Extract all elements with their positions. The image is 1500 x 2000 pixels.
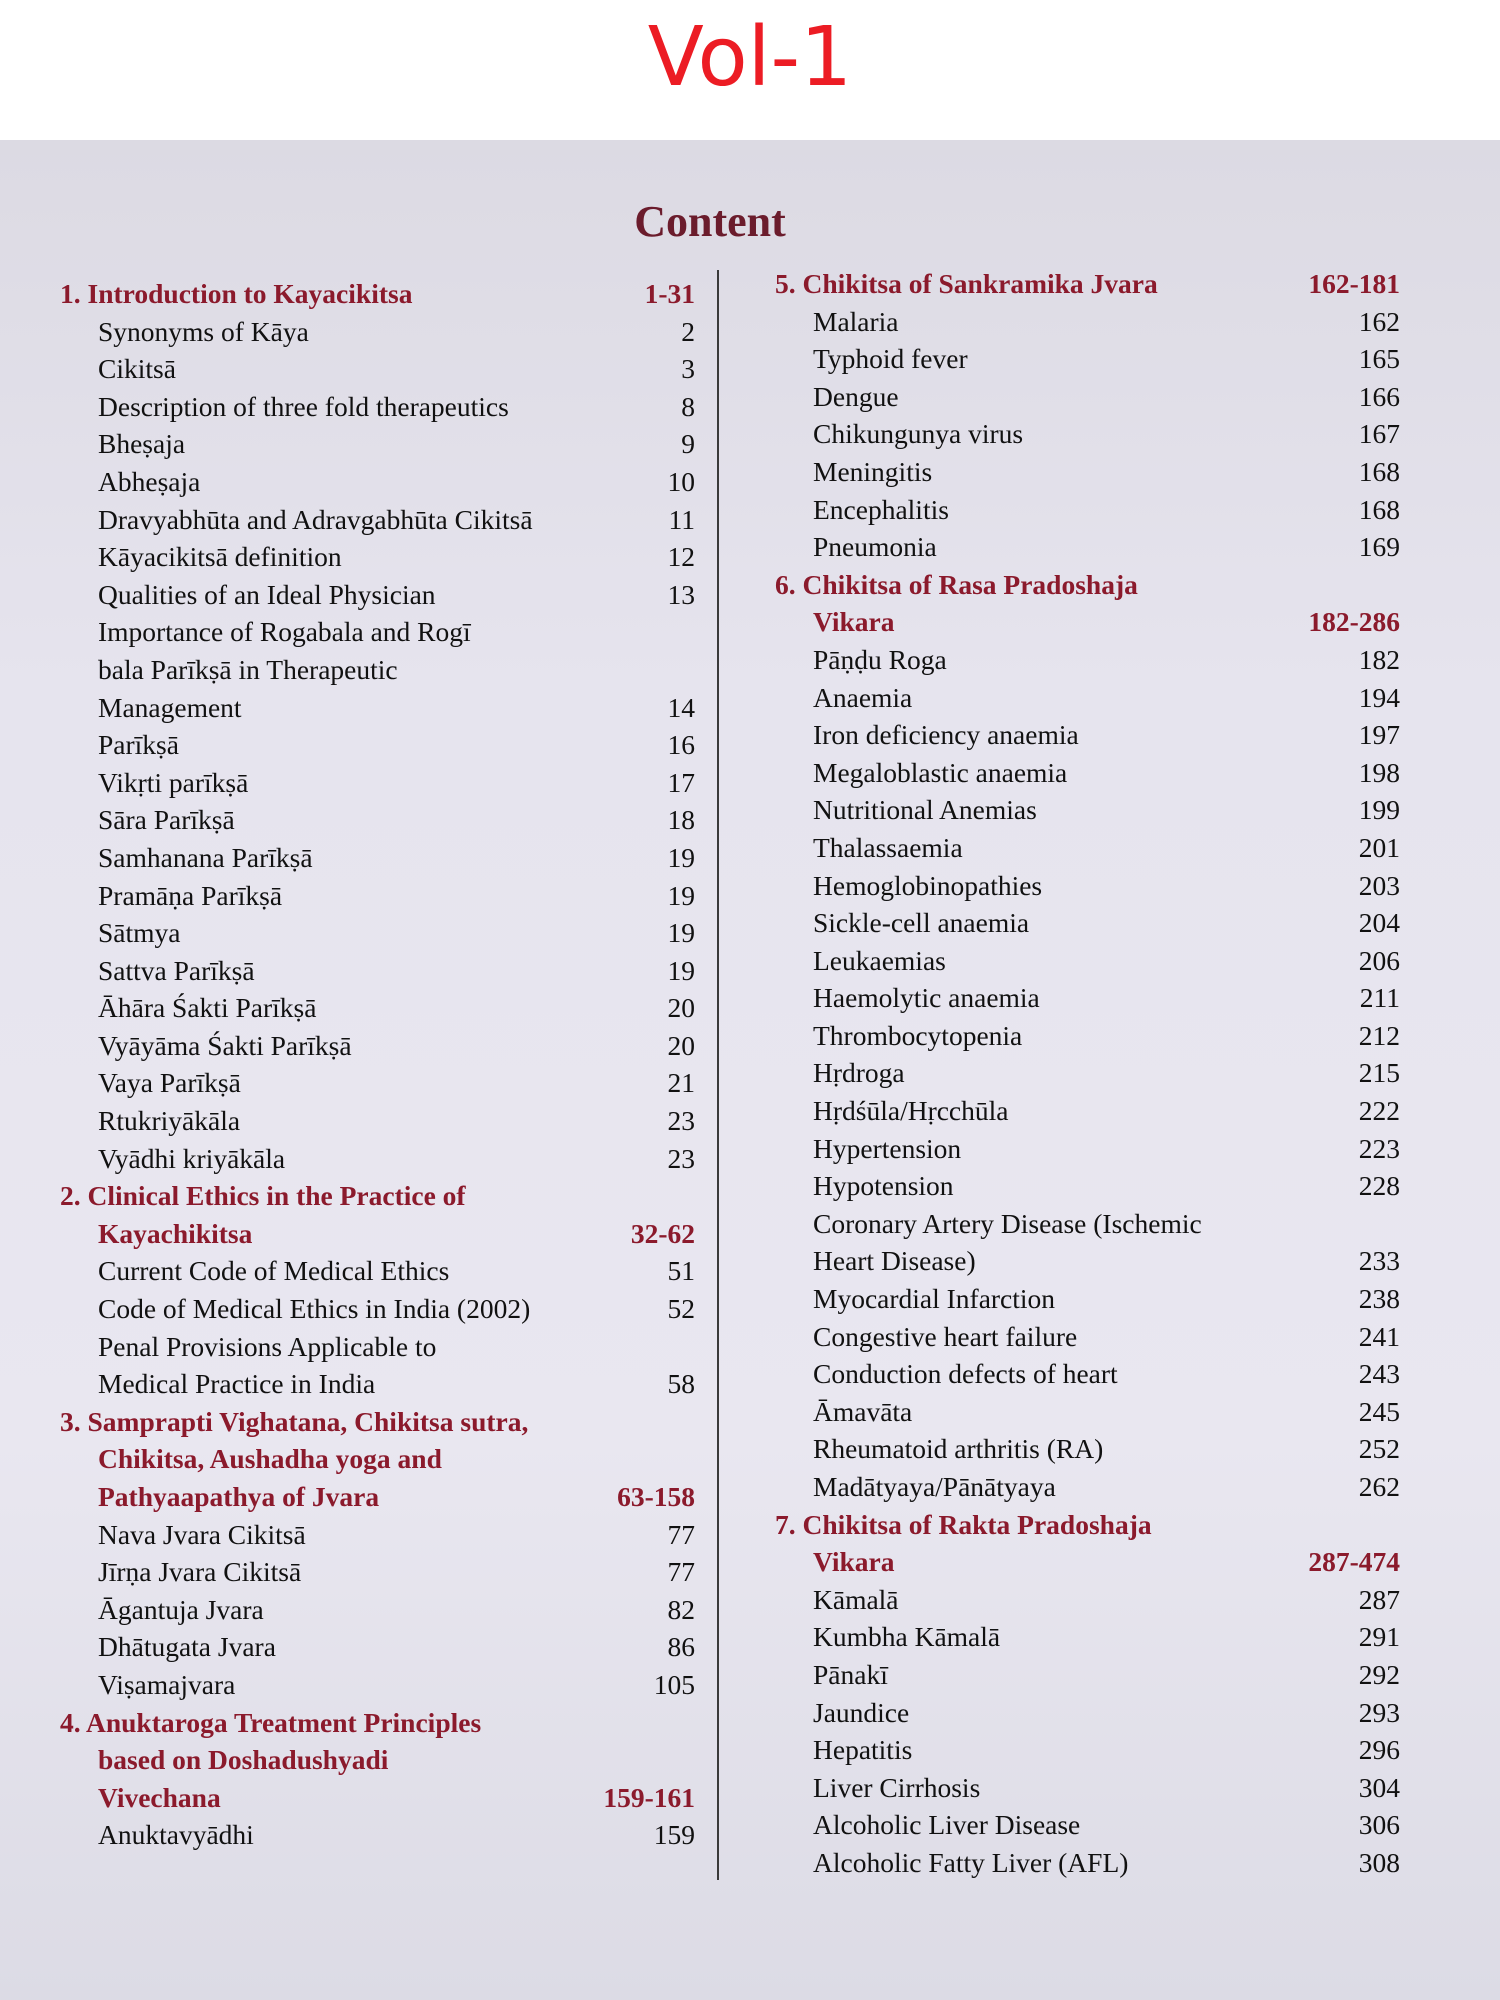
toc-entry xyxy=(60,613,695,651)
toc-entry-title: Samhanana Parīkṣā xyxy=(98,841,313,873)
toc-entry xyxy=(775,716,1400,754)
toc-entry-title: Hypertension xyxy=(813,1132,962,1164)
toc-entry-title: Vikara xyxy=(813,1546,895,1578)
toc-entry-page: 201 xyxy=(1358,831,1400,863)
toc-entry xyxy=(775,1769,1400,1807)
toc-entry-page: 241 xyxy=(1358,1320,1400,1352)
toc-entry-page: 14 xyxy=(667,691,695,723)
toc-entry-title: Liver Cirrhosis xyxy=(813,1771,981,1803)
toc-entry-title: Rheumatoid arthritis (RA) xyxy=(813,1433,1104,1465)
toc-entry-page: 243 xyxy=(1358,1358,1400,1390)
toc-entry xyxy=(775,1806,1400,1844)
toc-entry-title: Āhāra Śakti Parīkṣā xyxy=(98,992,317,1024)
toc-entry-title: Sātmya xyxy=(98,917,181,949)
toc-entry-title: Hemoglobinopathies xyxy=(813,869,1043,901)
toc-entry xyxy=(775,415,1400,453)
toc-entry-title: Āgantuja Jvara xyxy=(98,1593,264,1625)
toc-entry-page: 19 xyxy=(667,917,695,949)
toc-entry xyxy=(60,1064,695,1102)
toc-entry-title: Megaloblastic anaemia xyxy=(813,756,1068,788)
toc-entry xyxy=(775,1618,1400,1656)
toc-entry-title: Haemolytic anaemia xyxy=(813,982,1040,1014)
toc-entry xyxy=(60,651,695,689)
toc-entry-page: 222 xyxy=(1358,1095,1400,1127)
toc-entry-title: Vaya Parīkṣā xyxy=(98,1067,241,1099)
toc-entry xyxy=(775,867,1400,905)
toc-entry xyxy=(60,989,695,1027)
toc-entry-title: Kumbha Kāmalā xyxy=(813,1621,1001,1653)
toc-entry xyxy=(60,1553,695,1591)
toc-section-heading xyxy=(60,1403,695,1441)
toc-entry-page: 194 xyxy=(1358,681,1400,713)
toc-entry xyxy=(775,1430,1400,1468)
toc-entry xyxy=(775,1694,1400,1732)
toc-entry-title: Viṣamajvara xyxy=(98,1668,236,1700)
toc-entry-title: Āmavāta xyxy=(813,1395,913,1427)
toc-entry-title: Pāṇḍu Roga xyxy=(813,643,947,675)
toc-entry-title: Vyāyāma Śakti Parīkṣā xyxy=(98,1029,352,1061)
toc-section-heading xyxy=(60,1478,695,1516)
toc-entry xyxy=(775,1468,1400,1506)
toc-section-heading xyxy=(60,1779,695,1817)
toc-entry xyxy=(60,425,695,463)
toc-entry-title: Nutritional Anemias xyxy=(813,794,1037,826)
toc-entry-title: Dhātugata Jvara xyxy=(98,1631,276,1663)
toc-entry-title: Sattva Parīkṣā xyxy=(98,954,255,986)
toc-entry-page: 166 xyxy=(1358,380,1400,412)
toc-entry-title: Synonyms of Kāya xyxy=(98,315,309,347)
toc-entry xyxy=(60,801,695,839)
toc-entry xyxy=(775,942,1400,980)
toc-entry-page: 10 xyxy=(667,465,695,497)
toc-entry-page: 165 xyxy=(1358,343,1400,375)
toc-entry-title: 5. Chikitsa of Sankramika Jvara xyxy=(775,268,1158,299)
toc-entry-title: Conduction defects of heart xyxy=(813,1358,1118,1390)
toc-entry-page: 12 xyxy=(667,541,695,573)
toc-entry xyxy=(60,689,695,727)
left-column xyxy=(60,275,695,1854)
toc-section-heading xyxy=(60,1741,695,1779)
toc-entry xyxy=(60,952,695,990)
toc-entry-page: 77 xyxy=(667,1556,695,1588)
toc-entry-page: 203 xyxy=(1358,869,1400,901)
toc-entry xyxy=(60,877,695,915)
toc-entry-title: Current Code of Medical Ethics xyxy=(98,1255,450,1287)
toc-entry-page: 86 xyxy=(667,1631,695,1663)
toc-entry-page: 19 xyxy=(667,841,695,873)
toc-entry xyxy=(775,491,1400,529)
toc-entry xyxy=(775,1092,1400,1130)
page-title: Content xyxy=(634,197,786,246)
toc-entry-title: Typhoid fever xyxy=(813,343,968,375)
toc-entry-title: Thalassaemia xyxy=(813,831,963,863)
toc-entry-page: 159 xyxy=(653,1819,695,1851)
toc-entry xyxy=(775,1242,1400,1280)
toc-entry-page: 18 xyxy=(667,804,695,836)
toc-entry-page: 8 xyxy=(681,390,695,422)
toc-entry-title: Dravyabhūta and Adravgabhūta Cikitsā xyxy=(98,503,533,535)
toc-entry-title: Vikṛti parīkṣā xyxy=(98,766,249,798)
toc-entry-title: Kayachikitsa xyxy=(98,1217,253,1249)
toc-entry xyxy=(775,679,1400,717)
toc-entry-page: 204 xyxy=(1358,907,1400,939)
toc-entry-title: Code of Medical Ethics in India (2002) xyxy=(98,1293,531,1325)
toc-entry-title: Leukaemias xyxy=(813,944,946,976)
toc-entry-page: 16 xyxy=(667,729,695,761)
toc-entry xyxy=(775,453,1400,491)
toc-entry xyxy=(775,303,1400,341)
toc-entry-title: Alcoholic Fatty Liver (AFL) xyxy=(813,1846,1129,1878)
volume-label: Vol-1 xyxy=(647,10,853,105)
toc-entry-title: based on Doshadushyadi xyxy=(98,1744,389,1776)
toc-entry-title: Myocardial Infarction xyxy=(813,1283,1056,1315)
toc-entry xyxy=(60,1816,695,1854)
toc-entry-title: Nava Jvara Cikitsā xyxy=(98,1518,306,1550)
toc-entry-title: bala Parīkṣā in Therapeutic xyxy=(98,653,398,685)
toc-entry-title: Management xyxy=(98,691,242,723)
toc-entry-title: Anuktavyādhi xyxy=(98,1819,254,1851)
toc-entry-page: 11 xyxy=(668,503,695,535)
toc-entry xyxy=(775,378,1400,416)
toc-entry xyxy=(60,388,695,426)
toc-entry-page: 292 xyxy=(1358,1658,1400,1690)
toc-entry-page: 20 xyxy=(667,1029,695,1061)
toc-entry xyxy=(775,1280,1400,1318)
toc-entry-title: Dengue xyxy=(813,380,899,412)
toc-entry-page: 215 xyxy=(1358,1057,1400,1089)
toc-entry xyxy=(60,538,695,576)
toc-entry-page: 306 xyxy=(1358,1809,1400,1841)
toc-entry-title: Vivechana xyxy=(98,1781,221,1813)
toc-entry-page: 252 xyxy=(1358,1433,1400,1465)
toc-entry-page: 105 xyxy=(653,1668,695,1700)
toc-entry xyxy=(60,501,695,539)
toc-entry xyxy=(60,1140,695,1178)
toc-entry-page: 1-31 xyxy=(644,278,695,309)
toc-entry xyxy=(60,726,695,764)
toc-entry-title: Hṛdśūla/Hṛcchūla xyxy=(813,1095,1009,1127)
toc-entry xyxy=(60,313,695,351)
toc-entry xyxy=(775,1355,1400,1393)
toc-entry-page: 198 xyxy=(1358,756,1400,788)
toc-entry-title: Vikara xyxy=(813,606,895,638)
toc-entry-page: 167 xyxy=(1358,418,1400,450)
toc-entry-page: 162 xyxy=(1358,305,1400,337)
toc-entry-title: Hypotension xyxy=(813,1170,954,1202)
toc-entry xyxy=(775,1017,1400,1055)
toc-section-heading xyxy=(60,1215,695,1253)
toc-entry-title: Medical Practice in India xyxy=(98,1368,376,1400)
toc-entry xyxy=(60,914,695,952)
toc-entry-title: Qualities of an Ideal Physician xyxy=(98,578,436,610)
toc-entry-title: Meningitis xyxy=(813,455,933,487)
toc-entry-page: 168 xyxy=(1358,455,1400,487)
toc-entry-title: Heart Disease) xyxy=(813,1245,976,1277)
toc-entry-title: Bheṣaja xyxy=(98,428,186,460)
toc-entry xyxy=(60,1102,695,1140)
toc-entry-page: 168 xyxy=(1358,493,1400,525)
toc-section-heading xyxy=(775,566,1400,604)
toc-entry-page: 9 xyxy=(681,428,695,460)
toc-entry xyxy=(60,1252,695,1290)
toc-entry xyxy=(60,1027,695,1065)
toc-entry xyxy=(60,1628,695,1666)
toc-entry-page: 162-181 xyxy=(1308,268,1400,299)
toc-entry xyxy=(775,1054,1400,1092)
toc-entry-title: Pathyaapathya of Jvara xyxy=(98,1481,380,1512)
toc-entry-page: 182 xyxy=(1358,643,1400,675)
toc-entry-title: Chikitsa, Aushadha yoga and xyxy=(98,1443,442,1475)
toc-entry xyxy=(775,1844,1400,1882)
toc-entry-page: 233 xyxy=(1358,1245,1400,1277)
toc-entry-title: 3. Samprapti Vighatana, Chikitsa sutra, xyxy=(60,1405,529,1437)
contents-page xyxy=(0,140,1500,2000)
toc-entry-page: 212 xyxy=(1358,1019,1400,1051)
toc-entry-page: 182-286 xyxy=(1308,606,1400,638)
toc-entry-page: 19 xyxy=(667,879,695,911)
toc-entry-title: Congestive heart failure xyxy=(813,1320,1078,1352)
toc-entry-title: Alcoholic Liver Disease xyxy=(813,1809,1081,1841)
toc-entry-page: 308 xyxy=(1358,1846,1400,1878)
toc-entry xyxy=(775,1205,1400,1243)
toc-entry xyxy=(775,340,1400,378)
toc-entry-page: 293 xyxy=(1358,1696,1400,1728)
toc-entry-title: Malaria xyxy=(813,305,899,337)
toc-entry xyxy=(775,1167,1400,1205)
toc-entry xyxy=(60,463,695,501)
toc-entry-title: Madātyaya/Pānātyaya xyxy=(813,1471,1056,1502)
toc-entry-page: 228 xyxy=(1358,1170,1400,1202)
toc-entry-page: 223 xyxy=(1358,1132,1400,1164)
toc-entry xyxy=(775,1656,1400,1694)
toc-entry-title: 2. Clinical Ethics in the Practice of xyxy=(60,1180,466,1212)
toc-entry-page: 32-62 xyxy=(630,1217,695,1249)
toc-section-heading xyxy=(60,1177,695,1215)
toc-entry-title: Iron deficiency anaemia xyxy=(813,719,1079,751)
volume-banner xyxy=(0,0,1500,140)
toc-entry-page: 304 xyxy=(1358,1771,1400,1803)
toc-entry-title: Sāra Parīkṣā xyxy=(98,804,235,836)
toc-entry xyxy=(775,829,1400,867)
toc-entry-page: 51 xyxy=(667,1255,695,1287)
toc-entry-title: Rtukriyākāla xyxy=(98,1105,241,1137)
toc-entry-page: 19 xyxy=(667,954,695,986)
toc-entry xyxy=(60,1666,695,1704)
toc-entry xyxy=(60,350,695,388)
toc-section-heading xyxy=(775,1506,1400,1544)
toc-entry-page: 2 xyxy=(681,315,695,347)
toc-entry-title: Abheṣaja xyxy=(98,465,201,497)
toc-entry-title: Cikitsā xyxy=(98,353,176,385)
toc-entry-title: Importance of Rogabala and Rogī xyxy=(98,616,471,648)
toc-entry xyxy=(775,1581,1400,1619)
right-column xyxy=(775,265,1400,1882)
toc-entry-title: Vyādhi kriyākāla xyxy=(98,1142,286,1174)
toc-entry-title: Kāmalā xyxy=(813,1583,899,1615)
toc-entry xyxy=(775,754,1400,792)
toc-entry-title: Penal Provisions Applicable to xyxy=(98,1330,437,1362)
toc-entry-page: 63-158 xyxy=(617,1481,695,1512)
toc-entry-page: 13 xyxy=(667,578,695,610)
toc-entry-page: 287-474 xyxy=(1308,1546,1400,1578)
toc-entry-page: 3 xyxy=(681,353,695,385)
toc-entry-page: 287 xyxy=(1358,1583,1400,1615)
toc-entry-page: 20 xyxy=(667,992,695,1024)
toc-entry xyxy=(775,1731,1400,1769)
toc-entry-title: 1. Introduction to Kayacikitsa xyxy=(60,278,413,309)
toc-entry xyxy=(775,528,1400,566)
column-divider xyxy=(717,270,719,1880)
toc-section-heading xyxy=(60,1440,695,1478)
toc-entry-page: 238 xyxy=(1358,1283,1400,1315)
toc-entry-page: 211 xyxy=(1359,982,1400,1014)
toc-entry xyxy=(775,979,1400,1017)
toc-entry-page: 77 xyxy=(667,1518,695,1550)
toc-entry-title: Parīkṣā xyxy=(98,729,179,761)
toc-entry-page: 21 xyxy=(667,1067,695,1099)
toc-entry-title: Encephalitis xyxy=(813,493,949,525)
toc-entry-title: Kāyacikitsā definition xyxy=(98,541,342,573)
toc-entry xyxy=(60,764,695,802)
toc-entry-page: 206 xyxy=(1358,944,1400,976)
toc-entry-page: 52 xyxy=(667,1293,695,1325)
toc-section-heading xyxy=(775,603,1400,641)
toc-entry-title: Description of three fold therapeutics xyxy=(98,390,509,422)
toc-entry-page: 262 xyxy=(1358,1471,1400,1502)
toc-section-heading xyxy=(60,1704,695,1742)
toc-entry-title: Coronary Artery Disease (Ischemic xyxy=(813,1207,1202,1239)
toc-entry-page: 296 xyxy=(1358,1734,1400,1766)
toc-section-heading xyxy=(60,275,695,313)
toc-entry-title: Hepatitis xyxy=(813,1734,913,1766)
toc-entry xyxy=(775,904,1400,942)
toc-entry-page: 82 xyxy=(667,1593,695,1625)
toc-entry-title: Anaemia xyxy=(813,681,913,713)
toc-entry-page: 199 xyxy=(1358,794,1400,826)
toc-entry-title: Thrombocytopenia xyxy=(813,1019,1023,1051)
toc-entry-title: Pānakī xyxy=(813,1658,888,1690)
toc-section-heading xyxy=(775,265,1400,303)
toc-entry xyxy=(775,1130,1400,1168)
toc-entry-title: Pramāṇa Parīkṣā xyxy=(98,879,283,911)
toc-entry xyxy=(60,1591,695,1629)
toc-entry xyxy=(60,839,695,877)
toc-entry-title: 6. Chikitsa of Rasa Pradoshaja xyxy=(775,568,1138,600)
toc-entry-title: 7. Chikitsa of Rakta Pradoshaja xyxy=(775,1508,1152,1540)
toc-entry-page: 58 xyxy=(667,1368,695,1400)
toc-entry xyxy=(775,1393,1400,1431)
toc-entry-page: 291 xyxy=(1358,1621,1400,1653)
toc-entry xyxy=(60,576,695,614)
toc-entry-page: 159-161 xyxy=(603,1781,695,1813)
toc-entry-title: Jīrṇa Jvara Cikitsā xyxy=(98,1556,302,1588)
toc-entry-page: 17 xyxy=(667,766,695,798)
toc-entry-page: 23 xyxy=(667,1142,695,1174)
toc-entry xyxy=(60,1290,695,1328)
toc-section-heading xyxy=(775,1543,1400,1581)
toc-entry xyxy=(775,1318,1400,1356)
toc-entry-page: 197 xyxy=(1358,719,1400,751)
toc-entry-title: Pneumonia xyxy=(813,531,937,563)
toc-entry-title: Jaundice xyxy=(813,1696,910,1728)
toc-entry xyxy=(775,641,1400,679)
toc-entry xyxy=(60,1328,695,1366)
toc-entry-title: Hṛdroga xyxy=(813,1057,905,1089)
toc-entry xyxy=(60,1516,695,1554)
toc-entry-title: Chikungunya virus xyxy=(813,418,1024,450)
toc-entry-page: 23 xyxy=(667,1105,695,1137)
toc-entry-page: 169 xyxy=(1358,531,1400,563)
toc-entry-title: Sickle-cell anaemia xyxy=(813,907,1030,939)
toc-entry xyxy=(775,791,1400,829)
toc-entry xyxy=(60,1365,695,1403)
toc-entry-title: 4. Anuktaroga Treatment Principles xyxy=(60,1706,482,1738)
toc-entry-page: 245 xyxy=(1358,1395,1400,1427)
